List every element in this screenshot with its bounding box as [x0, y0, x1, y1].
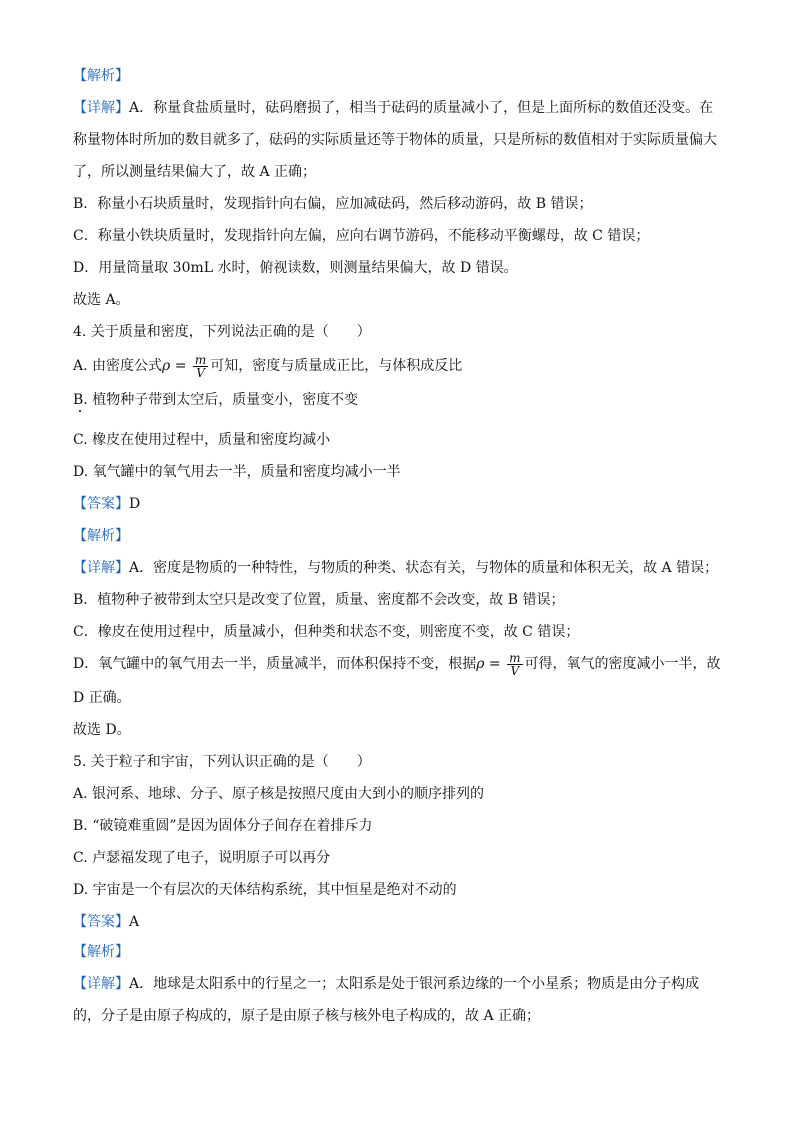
line-text: C．称量小铁块质量时，发现指针向左偏，应向右调节游码，不能移动平衡螺母，故 C 错误； [73, 228, 650, 244]
fraction-denominator: V [193, 366, 208, 379]
detail-4-line-a [73, 558, 718, 578]
formula-fraction [507, 652, 522, 677]
answer-5 [73, 912, 139, 932]
line-text: 了，所以测量结果偏大了，故 A 正确； [73, 164, 317, 180]
detail-4-line-c [73, 622, 579, 642]
line-text: B. “破镜难重圆”是因为固体分子间存在着排斥力 [73, 818, 373, 834]
detail-5-line-1 [73, 974, 699, 994]
line-text: D. 氧气罐中的氧气用去一半，质量和密度均减小一半 [73, 464, 401, 480]
detail-4-line-d [73, 650, 721, 678]
line-text: 故选 D。 [73, 722, 131, 738]
tag-label: 【答案】 [73, 914, 129, 930]
rho-symbol: ρ [162, 358, 171, 374]
tag-label: 【详解】 [73, 560, 129, 576]
equals-sign: = [170, 358, 191, 374]
option-prefix: A. 由密度公式 [73, 358, 163, 374]
line-text: B. 植物种子带到太空后，质量变小，密度不变 [73, 392, 359, 408]
stray-dot [79, 410, 81, 412]
line-text: 故选 A。 [73, 292, 130, 308]
detail-4-line-b [73, 590, 564, 610]
question-4-option-c [73, 430, 330, 450]
detail-4-line-d-cont [73, 688, 131, 708]
answer-4 [73, 494, 140, 514]
line-text: A．密度是物质的一种特性，与物质的种类、状态有关，与物体的质量和体积无关，故 A 错误； [129, 560, 719, 576]
line-text: A．地球是太阳系中的行星之一；太阳系是处于银河系边缘的一个小星系；物质是由分子构成 [129, 976, 700, 992]
line-text: 4. 关于质量和密度，下列说法正确的是（ ） [73, 324, 371, 340]
analysis-heading-3 [73, 66, 129, 86]
formula-fraction [193, 354, 208, 379]
question-5-stem [73, 752, 371, 772]
explain-prefix: D．氧气罐中的氧气用去一半，质量减半，而体积保持不变，根据 [73, 656, 477, 672]
line-text: C. 卢瑟福发现了电子，说明原子可以再分 [73, 850, 331, 866]
line-text: 的，分子是由原子构成的，原子是由原子核与核外电子构成的，故 A 正确； [73, 1008, 541, 1024]
question-4-option-d [73, 462, 401, 482]
fraction-numerator: m [194, 352, 207, 367]
tag-label: 【解析】 [73, 68, 129, 84]
tag-label: 【答案】 [73, 496, 129, 512]
detail-3-line-2 [73, 130, 717, 150]
line-text: C. 橡皮在使用过程中，质量和密度均减小 [73, 432, 331, 448]
analysis-heading-4 [73, 526, 129, 546]
detail-3-line-c [73, 226, 649, 246]
tag-label: 【详解】 [73, 100, 129, 116]
line-text: D 正确。 [73, 690, 131, 706]
line-text: C．橡皮在使用过程中，质量减小，但种类和状态不变，则密度不变，故 C 错误； [73, 624, 580, 640]
question-5-option-d [73, 880, 457, 900]
line-text: 称量物体时所加的数目就多了，砝码的实际质量还等于物体的质量，只是所标的数值相对于实际质量偏大 [73, 132, 717, 148]
question-5-option-a [73, 784, 484, 804]
line-text: 5. 关于粒子和宇宙，下列认识正确的是（ ） [73, 754, 371, 770]
question-5-option-b [73, 816, 373, 836]
tag-label: 【详解】 [73, 976, 129, 992]
line-text: B．称量小石块质量时，发现指针向右偏，应加减砝码，然后移动游码，故 B 错误； [73, 196, 593, 212]
rho-symbol: ρ [476, 656, 485, 672]
question-5-option-c [73, 848, 330, 868]
detail-5-line-2 [73, 1006, 540, 1026]
choice-4-result [73, 720, 131, 740]
answer-value: A [129, 914, 140, 930]
analysis-heading-5 [73, 942, 129, 962]
line-text: A．称量食盐质量时，砝码磨损了，相当于砝码的质量减小了，但是上面所标的数值还没变。在 [129, 100, 714, 116]
line-text: D．用量筒量取 30mL 水时，俯视读数，则测量结果偏大，故 D 错误。 [73, 260, 518, 276]
tag-label: 【解析】 [73, 944, 129, 960]
detail-3-line-b [73, 194, 592, 214]
tag-label: 【解析】 [73, 528, 129, 544]
explain-suffix: 可得，氧气的密度减小一半，故 [524, 656, 721, 672]
fraction-denominator: V [507, 664, 522, 677]
option-suffix: 可知，密度与质量成正比，与体积成反比 [210, 358, 463, 374]
fraction-numerator: m [509, 650, 521, 665]
question-4-stem [73, 322, 371, 342]
detail-3-line-3 [73, 162, 316, 182]
detail-3-line-1 [73, 98, 713, 118]
question-4-option-b [73, 390, 358, 410]
equals-sign: = [484, 656, 506, 672]
line-text: D. 宇宙是一个有层次的天体结构系统，其中恒星是绝对不动的 [73, 882, 457, 898]
choice-3-result [73, 290, 130, 310]
answer-value: D [129, 496, 141, 512]
line-text: B．植物种子被带到太空只是改变了位置，质量、密度都不会改变，故 B 错误； [73, 592, 565, 608]
question-4-option-a [73, 352, 462, 380]
line-text: A. 银河系、地球、分子、原子核是按照尺度由大到小的顺序排列的 [73, 786, 485, 802]
detail-3-line-d [73, 258, 518, 278]
